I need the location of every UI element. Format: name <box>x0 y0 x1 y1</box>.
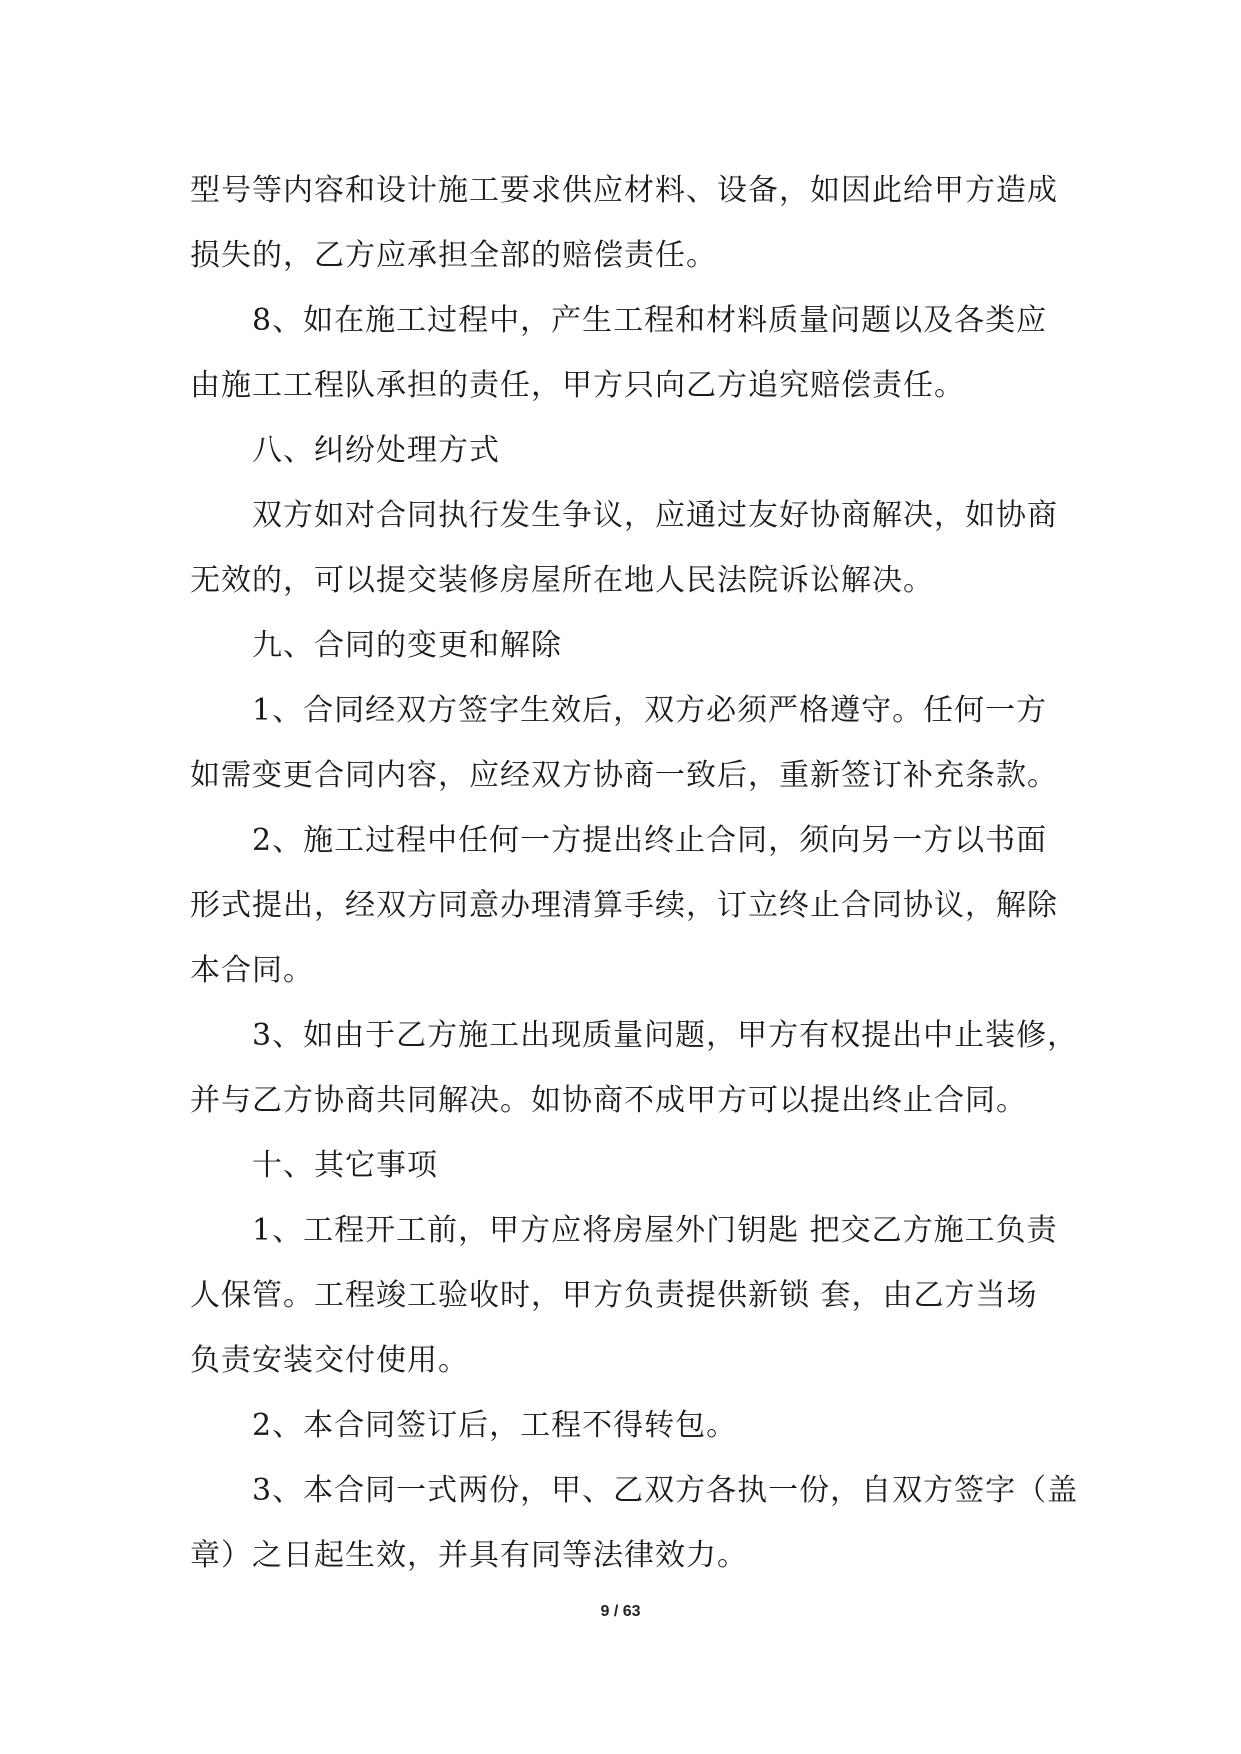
text-line: 本合同。 <box>190 953 314 988</box>
text-line: 损失的，乙方应承担全部的赔偿责任。 <box>190 238 717 273</box>
text-line: 形式提出，经双方同意办理清算手续，订立终止合同协议，解除 <box>190 888 1058 923</box>
clause-10-1: 1、工程开工前，甲方应将房屋外门钥匙 把交乙方施工负责 <box>252 1213 1058 1248</box>
text-line: 人保管。工程竣工验收时，甲方负责提供新锁 套，由乙方当场 <box>190 1278 1038 1313</box>
page-number: 9 / 63 <box>600 1603 641 1620</box>
text-line: 并与乙方协商共同解决。如协商不成甲方可以提出终止合同。 <box>190 1083 1027 1118</box>
clause-9-1: 1、合同经双方签字生效后，双方必须严格遵守。任何一方 <box>252 693 1048 728</box>
clause-8: 8、如在施工过程中，产生工程和材料质量问题以及各类应 <box>252 303 1048 338</box>
text-line: 章）之日起生效，并具有同等法律效力。 <box>190 1538 748 1573</box>
section-heading-9: 九、合同的变更和解除 <box>252 628 562 663</box>
clause-9-3: 3、如由于乙方施工出现质量问题，甲方有权提出中止装修， <box>252 1018 1079 1053</box>
section-heading-8: 八、纠纷处理方式 <box>252 433 500 468</box>
document-body <box>190 158 1079 1588</box>
text-line: 由施工工程队承担的责任，甲方只向乙方追究赔偿责任。 <box>190 368 965 403</box>
text-line: 双方如对合同执行发生争议，应通过友好协商解决，如协商 <box>252 498 1058 533</box>
clause-9-2: 2、施工过程中任何一方提出终止合同，须向另一方以书面 <box>252 823 1048 858</box>
clause-10-2: 2、本合同签订后，工程不得转包。 <box>252 1408 738 1443</box>
section-heading-10: 十、其它事项 <box>252 1148 438 1183</box>
text-line: 负责安装交付使用。 <box>190 1343 469 1378</box>
clause-10-3: 3、本合同一式两份，甲、乙双方各执一份，自双方签字（盖 <box>252 1473 1079 1508</box>
text-line: 型号等内容和设计施工要求供应材料、设备，如因此给甲方造成 <box>190 173 1058 208</box>
text-line: 无效的，可以提交装修房屋所在地人民法院诉讼解决。 <box>190 563 934 598</box>
text-line: 如需变更合同内容，应经双方协商一致后，重新签订补充条款。 <box>190 758 1058 793</box>
